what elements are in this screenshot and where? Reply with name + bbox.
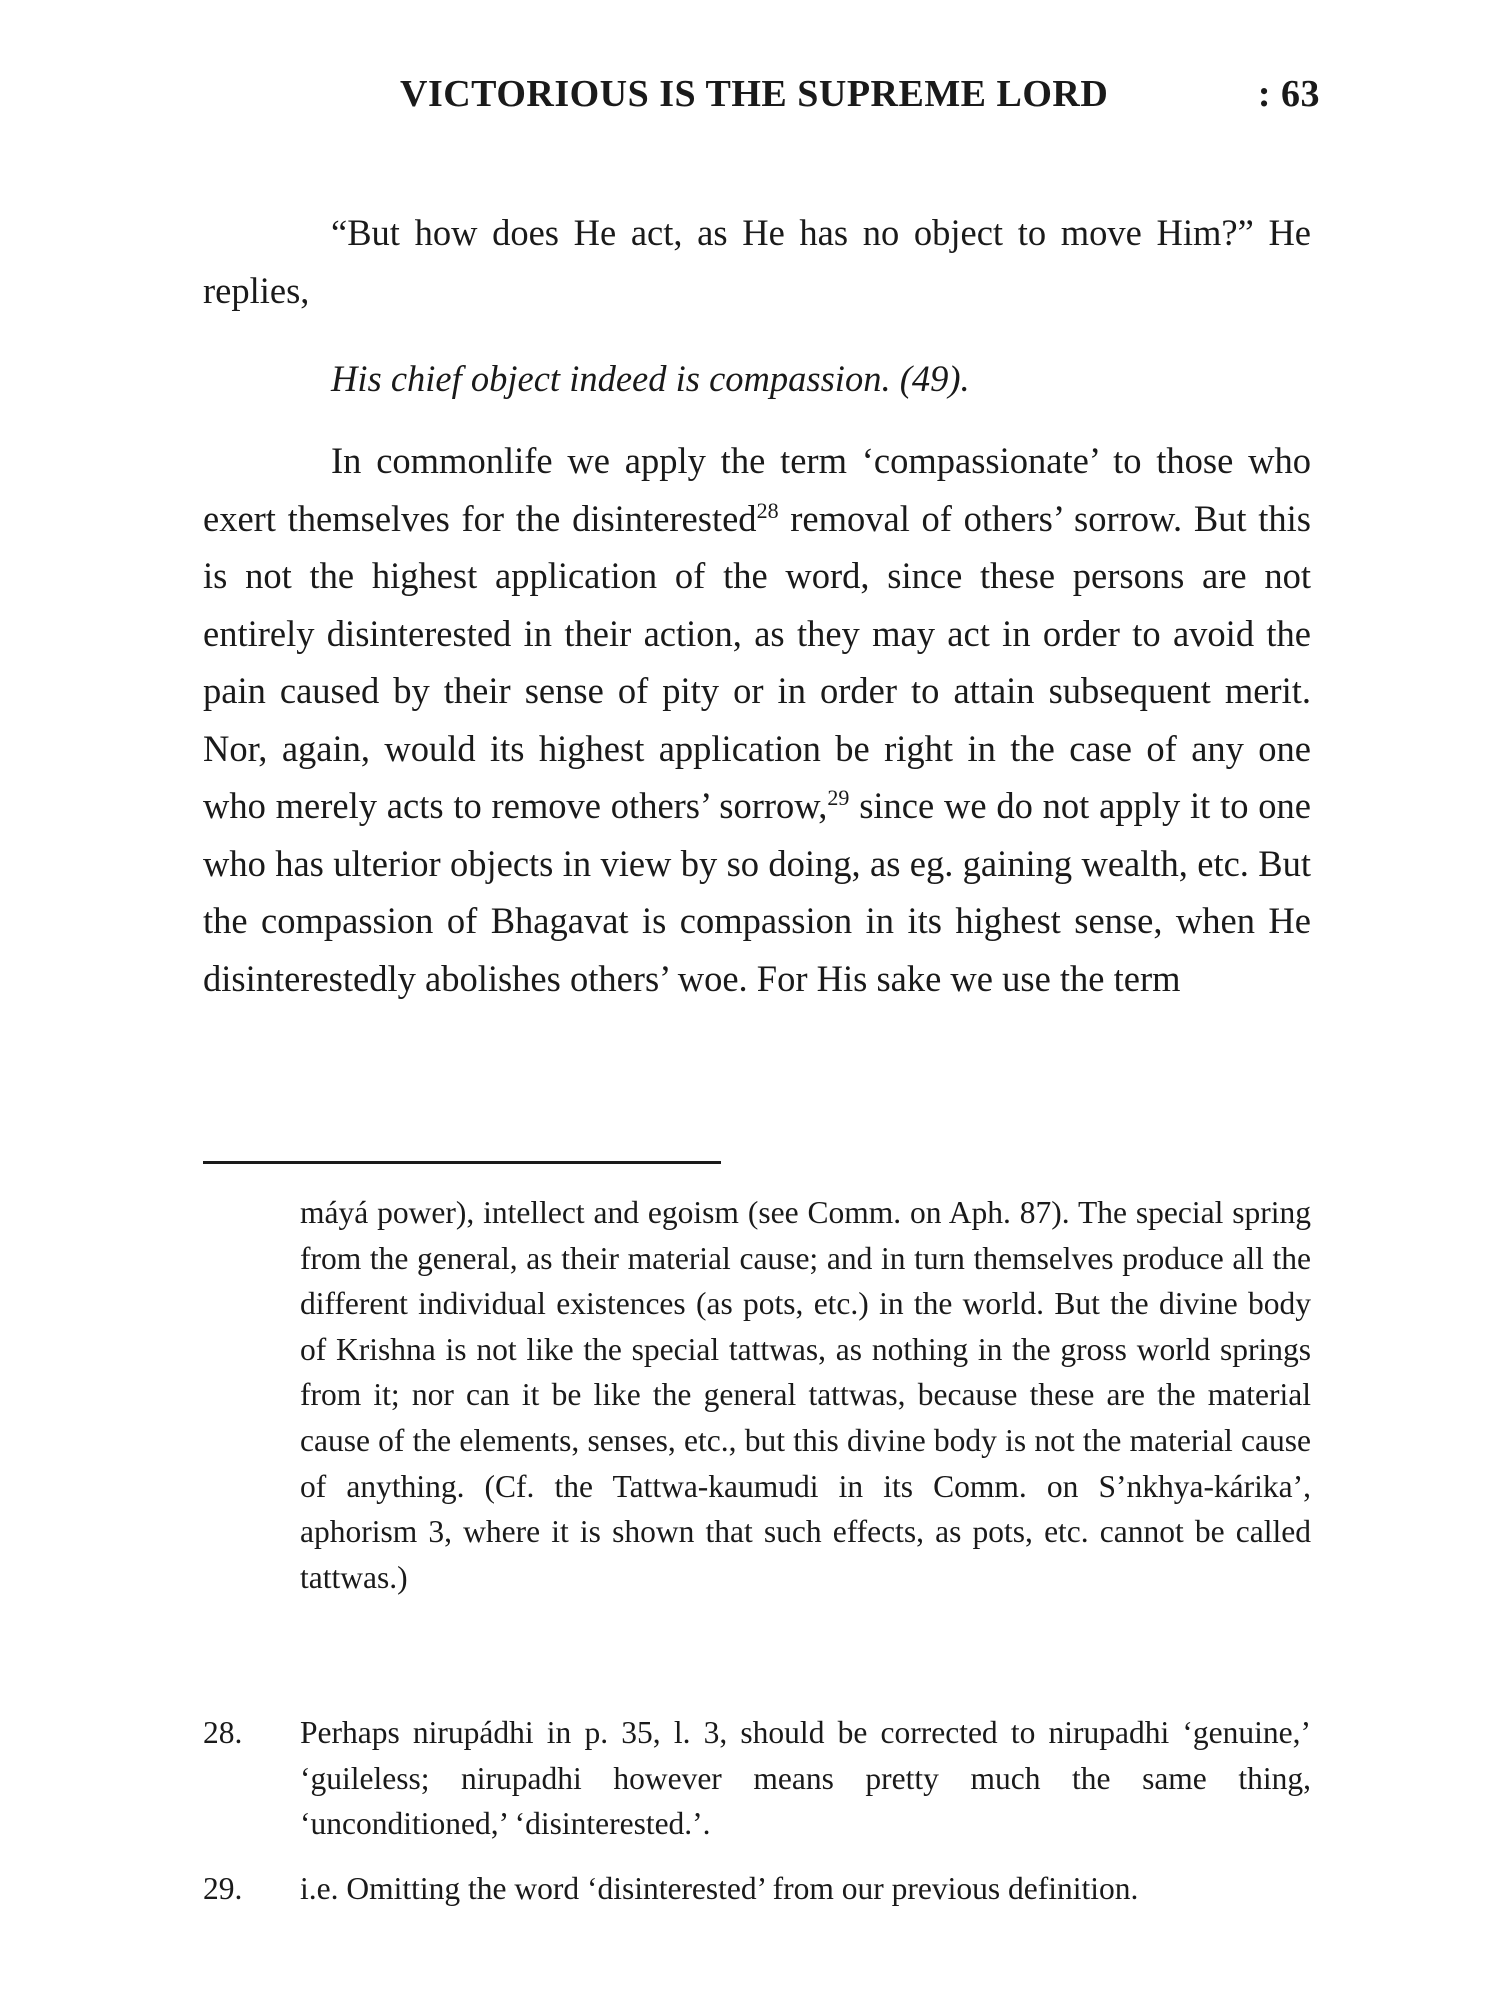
paragraph-text-part1: In commonlife we apply the term ‘compassionate’ to those who exert themselves for the disinterested <box>203 440 1311 539</box>
paragraph-compassion <box>203 432 1311 1007</box>
footnote-number: 28. <box>203 1715 243 1750</box>
footnote-ref-29: 29 <box>827 784 850 810</box>
footnote-ref-28: 28 <box>756 497 779 523</box>
footnote-text: Perhaps nirupádhi in p. 35, l. 3, should be corrected to nirupadhi ‘genuine,’ ‘guileless; nirupadhi however means pretty much the same thing, ‘unconditioned,’ ‘disinterested.’. <box>300 1715 1311 1842</box>
footnote-divider <box>203 1161 721 1164</box>
paragraph-text-part2: removal of others’ sorrow. But this is not the highest application of the word, since these persons are not entirely disinterested in their action, as they may act in order to avoid the pain caused by their sense of pity or in order to attain subsequent merit. Nor, again, would its highest application be right in the case of any one who merely acts to remove others’ sorrow, <box>203 497 1311 826</box>
footnote-continued-text: máyá power), intellect and egoism (see Comm. on Aph. 87). The special spring from the general, as their material cause; and in turn themselves produce all the different individual existences (as pots, etc.) in the world. But the divine body of Krishna is not like the special tattwas, as nothing in the gross world springs from it; nor can it be like the general tattwas, because these are the material cause of the elements, senses, etc., but this divine body is not the material cause of anything. (Cf. the Tattwa-kaumudi in its Comm. on S’nkhya-kárika’, aphorism 3, where it is shown that such effects, as pots, etc. cannot be called tattwas.) <box>300 1195 1311 1595</box>
aphorism-49: His chief object indeed is compassion. (49). <box>331 358 970 399</box>
footnote-29 <box>203 1866 1311 1912</box>
paragraph-text-part3: since we do not apply it to one who has ulterior objects in view by so doing, as eg. gaining wealth, etc. But the compassion of Bhagavat is compassion in its highest sense, when He disinterestedly abolishes others’ woe. For His sake we use the term <box>203 785 1311 999</box>
page-number: : 63 <box>1257 73 1320 115</box>
paragraph-question: “But how does He act, as He has no object to move Him?” He replies, <box>203 212 1311 311</box>
footnote-text: i.e. Omitting the word ‘disinterested’ from our previous definition. <box>300 1871 1139 1906</box>
running-title: VICTORIOUS IS THE SUPREME LORD <box>400 73 1109 115</box>
footnote-number: 29. <box>203 1871 243 1906</box>
footnote-28 <box>203 1710 1311 1847</box>
